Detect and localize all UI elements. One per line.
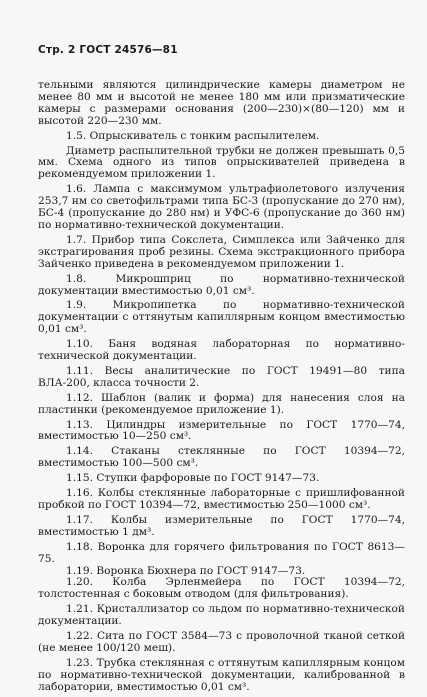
paragraph: 1.13. Цилиндры измерительные по ГОСТ 1770—74, вместимостью 10—250 см³. [38,418,405,443]
paragraph: 1.11. Весы аналитические по ГОСТ 19491—80 типа ВЛА-200, класса точности 2. [38,364,405,389]
body-text [38,80,405,697]
paragraph: 1.18. Воронка для горячего фильтрования по ГОСТ 8613—75. [38,540,405,565]
paragraph: 1.12. Шаблон (валик и форма) для нанесения слоя на пластинки (рекомендуемое приложение 1). [38,391,405,416]
paragraph: 1.10. Баня водяная лабораторная по нормативно-технической документации. [38,338,405,363]
paragraph: 1.14. Стаканы стеклянные по ГОСТ 10394—72, вместимостью 100—500 см³. [38,445,405,470]
paragraph: 1.8. Микрошприц по нормативно-технической документации вместимостью 0,01 см³. [38,272,405,297]
paragraph: 1.17. Колбы измерительные по ГОСТ 1770—74, вместимостью 1 дм³. [38,513,405,538]
paragraph: 1.9. Микропипетка по нормативно-технической документации с оттянутым капиллярным концом вместимостью 0,01 см³. [38,299,405,336]
page-header: Стр. 2 ГОСТ 24576—81 [38,44,178,56]
paragraph: Диаметр распылительной трубки не должен превышать 0,5 мм. Схема одного из типов опрыскивателей приведена в рекомендуемом приложении 1. [38,144,405,181]
paragraph: 1.16. Колбы стеклянные лабораторные с пришлифованной пробкой по ГОСТ 10394—72, вместимостью 250—1000 см³. [38,487,405,511]
paragraph: 1.21. Кристаллизатор со льдом по нормативно-технической документации. [38,603,405,628]
paragraph: 1.22. Сита по ГОСТ 3584—73 с проволочной тканой сеткой (не менее 100/120 меш). [38,630,405,654]
paragraph: 1.19. Воронка Бюхнера по ГОСТ 9147—73. [66,564,306,577]
paragraph: 1.6. Лампа с максимумом ультрафиолетового излучения 253,7 нм со светофильтрами типа БС-3 (пропускание до 270 нм), БС-4 (пропускание до 280 нм) и УФС-6 (пропускание до 360 нм) по нормативно-технической документации. [38,183,405,231]
paragraph: 1.5. Опрыскиватель с тонким распылителем. [66,129,320,142]
paragraph: 1.15. Ступки фарфоровые по ГОСТ 9147—73. [66,472,320,485]
paragraph: 1.23. Трубка стеклянная с оттянутым капиллярным концом по нормативно-технической документации, калиброванной в лаборатории, вместимостью 0,01 см³. [38,656,405,693]
paragraph: тельными являются цилиндрические камеры диаметром не менее 80 мм и высотой не менее 180 мм или призматические камеры с размерами основания (200—230)×(80—120) мм и высотой 220—230 мм. [38,79,405,127]
paragraph: 1.7. Прибор типа Сокслета, Симплекса или Зайченко для экстрагирования проб резины. Схема экстракционного прибора Зайченко приведена в рекомендуемом приложении 1. [38,233,405,270]
paragraph: 1.20. Колба Эрленмейера по ГОСТ 10394—72, толстостенная с боковым отводом (для фильтрования). [38,576,405,601]
